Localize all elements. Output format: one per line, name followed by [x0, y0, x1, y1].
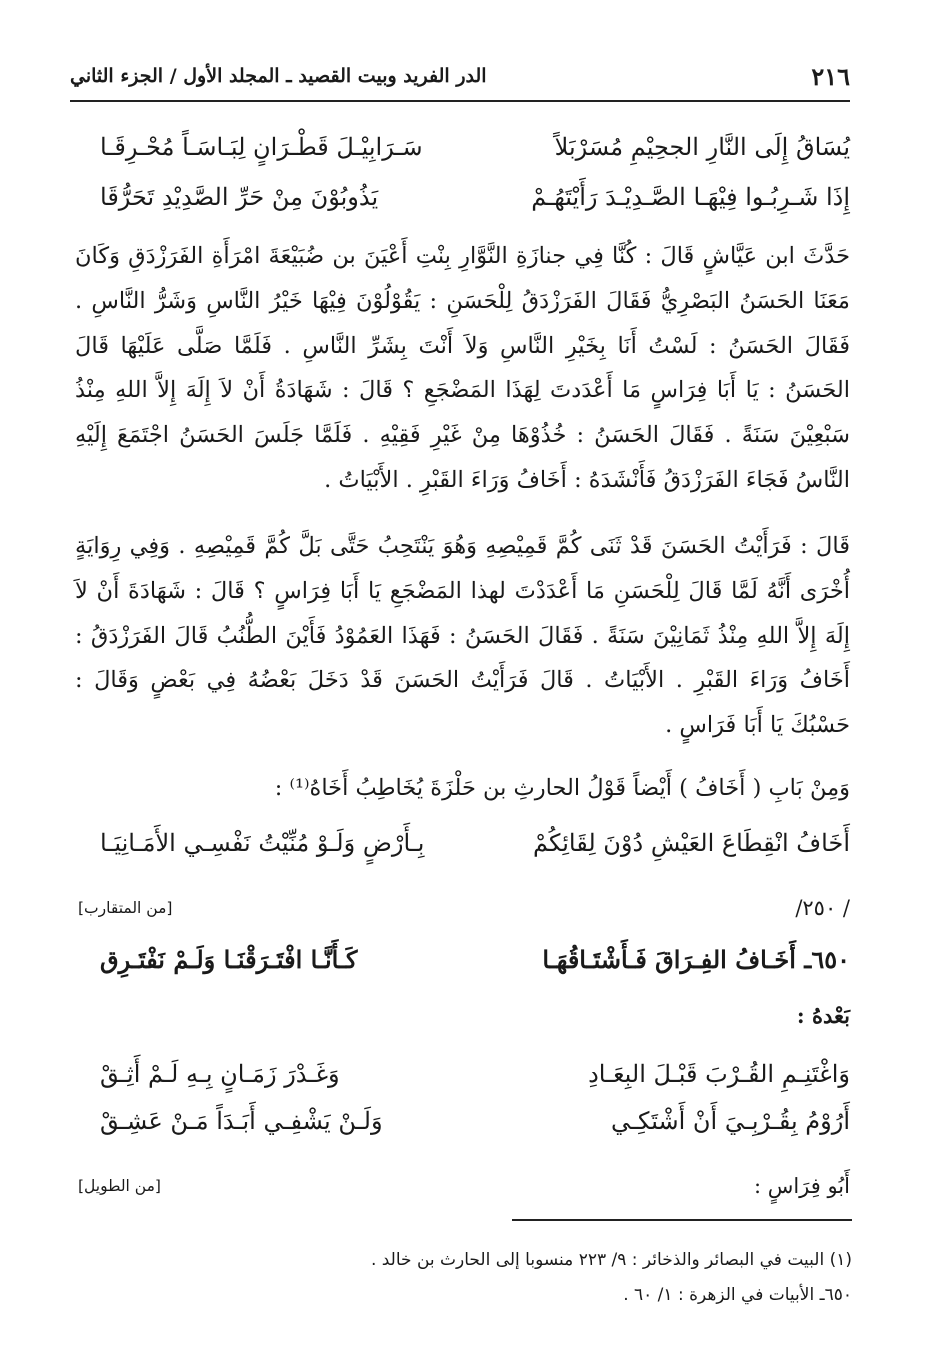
intro-text: وَمِنْ بَابِ ( أَخَافُ ) أَيْضاً قَوْلُ الحارثِ بن حَلْزَةَ يُخَاطِبُ أَخَاهُ⁽¹⁾ : [274, 775, 850, 801]
entry-number: / ٢٥٠/ [795, 896, 850, 920]
verse-line [100, 178, 850, 216]
verse-hemistich-second: يَذُوبُوْنَ مِنْ حَرِّ الصَّدِيْدِ تَحَرُّقَا [100, 183, 379, 211]
after-label-line [78, 1000, 850, 1030]
meter-label: [من المتقارب] [78, 899, 173, 917]
verse-hemistich-second: سَـرَابِيْـلَ قَطْـرَانٍ لِبَـاسَـاً مُحْـرِقَـا [100, 133, 423, 161]
verse-hemistich-second: بِـأَرْضٍ وَلَـوْ مُنِّيْتُ نَفْسِـي الأَمَـانِيَـا [100, 829, 425, 857]
verse-hemistich-first: أَرُوْمُ بِقُـرْبِـيَ أَنْ أَشْتَكِـي [610, 1107, 850, 1135]
verse-hemistich-first: ٦٥٠ـ أَخَـافُ الفِـرَاقَ فَـأَشْتَـاقُهَـا [542, 944, 850, 974]
intro-line [75, 766, 850, 811]
narrative-paragraph [75, 524, 850, 748]
verse-hemistich-first: يُسَاقُ إِلَى النَّارِ الجحِيْمِ مُسَرْبَلاً [554, 133, 850, 161]
meter-label: [من الطويل] [78, 1177, 161, 1195]
paragraph-text: حَدَّثَ ابن عَيَّاشٍ قَالَ : كُنَّا فِي جنازَةِ النَّوَّارِ بِنْتِ أَعْيَنَ بن ضُبَيْعَةَ امْرَأَةِ الفَرَزْدَقِ وَكَانَ مَعَنَا الحَسَنُ البَصْرِيُّ فَقَالَ الفَرَزْدَقُ لِلْحَسَنِ : يَقُوْلُوْنَ فِيْهَا خَيْرُ النَّاسِ وَشَرُّ النَّاسِ . فَقَالَ الحَسَنُ : لَسْتُ أَنَا بِخَيْرِ النَّاسِ وَلاَ أَنْتَ بِشَرِّ النَّاسِ . فَلَمَّا صَلَّى عَلَيْهَا قَالَ الحَسَنُ : يَا أَبَا فِرَاسٍ مَا أَعْدَدتَ لِهَذَا المَضْجَعِ ؟ قَالَ : شَهَادَةُ أَنْ لاَ إِلَهَ إِلاَّ اللهِ مِنْذُ سَبْعِيْنَ سَنَةً . فَقَالَ الحَسَنُ : خُذُوْهَا مِنْ غَيْرِ فَقِيْهِ . فَلَمَّا جَلَسَ الحَسَنُ اجْتَمَعَ إِلَيْهِ النَّاسُ فَجَاءَ الفَرَزْدَقُ فَأَنْشَدَهُ : أَخَافُ وَرَاءَ القَبْرِ . الأَبْيَاتُ . [75, 243, 850, 493]
after-label: بَعْدهُ : [796, 1002, 850, 1028]
verse-hemistich-second: وَغَـدْرَ زَمَـانٍ بِـهِ لَـمْ أَثِـقْ [100, 1060, 340, 1088]
verse-line [100, 824, 850, 862]
entry-header [78, 893, 850, 923]
poet-label: أَبُو فِرَاسٍ : [753, 1174, 850, 1198]
verse-hemistich-first: إِذَا شَـرِبُـوا فِيْهَـا الصَّـدِيْـدَ رَأَيْتَهُـمْ [531, 183, 850, 211]
verse-hemistich-second: وَلَـنْ يَشْفِـي أَبَـدَاً مَـنْ عَشِـقْ [100, 1107, 383, 1135]
footnote: (١) البيت في البصائر والذخائر : ٩/ ٢٢٣ منسوبا إلى الحارث بن خالد . [370, 1250, 852, 1270]
header-rule [70, 100, 850, 102]
verse-hemistich-second: كَـأَنَّـا افْتَـرَقْنَـا وَلَـمْ نَفْتَـرِق [100, 944, 358, 974]
verse-line [100, 1102, 850, 1140]
page-header [70, 56, 850, 96]
footnote: ٦٥٠ـ الأبيات في الزهرة : ١/ ٦٠ . [623, 1285, 852, 1305]
running-title: الدر الفريد وبيت القصيد ـ المجلد الأول / الجزء الثاني [70, 65, 487, 87]
paragraph-text: قَالَ : فَرَأَيْتُ الحَسَنَ قَدْ ثَنَى كُمَّ قَمِيْصِهِ وَهُوَ يَنْتَحِبُ حَتَّى بَلَّ كُمَّ قَمِيْصِهِ . وَفِي رِوَايَةٍ أُخْرَى أَنَّهُ لَمَّا قَالَ لِلْحَسَنِ مَا أَعْدَدْتَ لهذا المَضْجَعِ يَا أَبَا فِرَاسٍ ؟ قَالَ : شَهَادَةَ أَنْ لاَ إِلَهَ إِلاَّ اللهِ مِنْذُ ثَمَانِيْنَ سَنَةً . فَقَالَ الحَسَنُ : فَهَذَا العَمُوْدُ فَأَيْنَ الطُّنُبُ قَالَ الفَرَزْدَقُ : أَخَافُ وَرَاءَ القَبْرِ . الأَبْيَاتُ . قَالَ فَرَأَيْتُ الحَسَنَ قَدْ دَخَلَ بَعْضُهُ فِي بَعْضٍ وَقَالَ : حَسْبُكَ يَا أَبَا فَرَاسٍ . [75, 533, 850, 739]
poet-header [78, 1171, 850, 1201]
verse-line [100, 1055, 850, 1093]
narrative-paragraph [75, 234, 850, 503]
verse-hemistich-first: أَخَافُ انْقِطَاعَ العَيْشِ دُوْنَ لِقَائِكُمْ [533, 829, 850, 857]
footnote-rule [512, 1219, 852, 1221]
verse-line [100, 128, 850, 166]
page-number: ٢١٦ [811, 61, 850, 91]
main-verse-line [100, 940, 850, 978]
verse-hemistich-first: وَاغْتَنِـمِ القُـرْبَ قَبْـلَ البِعَـادِ [588, 1060, 850, 1088]
